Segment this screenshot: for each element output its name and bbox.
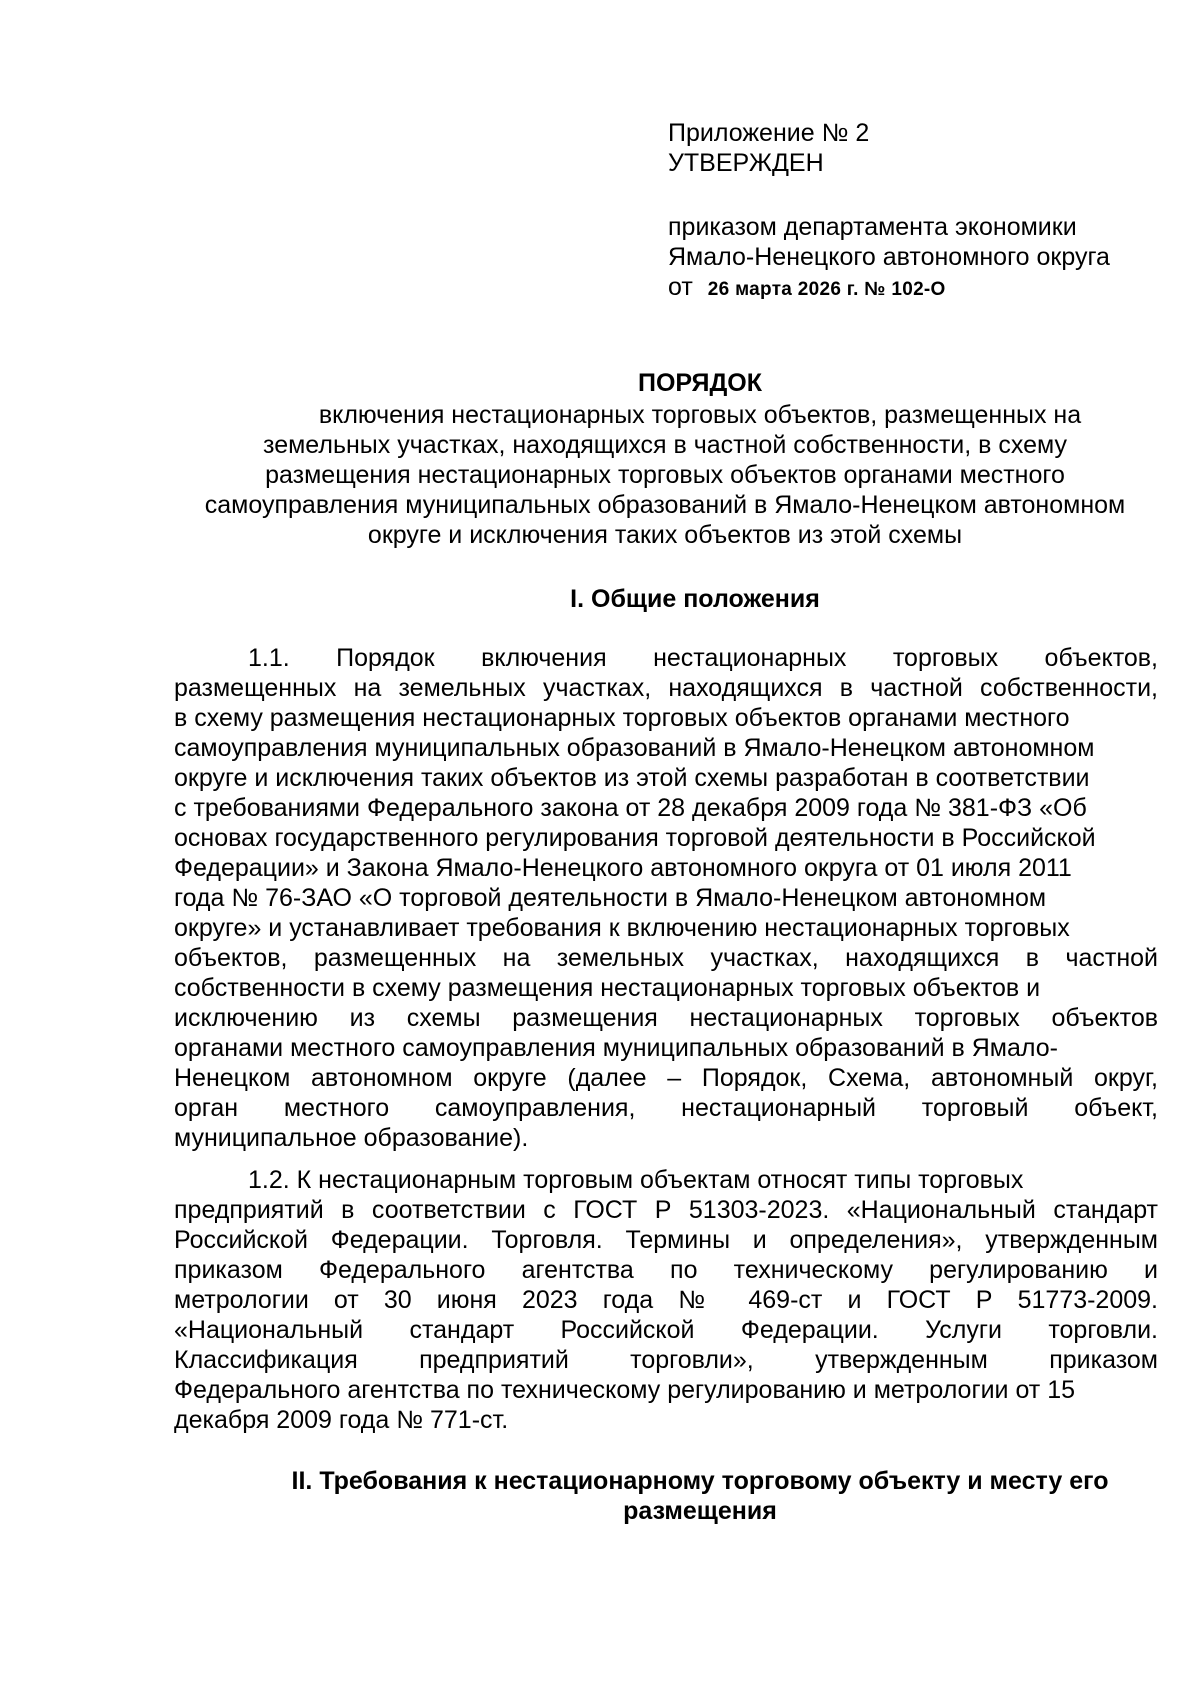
paragraph-line: округе» и устанавливает требования к включению нестационарных торговых [174, 914, 1070, 942]
subtitle-line: размещения нестационарных торговых объектов органами местного [265, 461, 1065, 489]
section-2-heading [250, 1466, 1150, 1526]
paragraph-line: предприятий в соответствии с ГОСТ Р 51303-2023. «Национальный стандарт [174, 1196, 1158, 1224]
section-2-heading-line-1: II. Требования к нестационарному торговому объекту и месту его [291, 1467, 1109, 1495]
date-stamp: 26 марта 2026 г. № 102-О [707, 279, 946, 300]
paragraph-line: Классификация предприятий торговли», утвержденным приказом [174, 1346, 1158, 1374]
subtitle-line: включения нестационарных торговых объектов, размещенных на [318, 401, 1082, 429]
paragraph-1-1 [174, 643, 1158, 1153]
paragraph-line: Ненецком автономном округе (далее – Порядок, Схема, автономный округ, [174, 1064, 1158, 1092]
paragraph-line: самоуправления муниципальных образований в Ямало-Ненецком автономном [174, 734, 1095, 762]
paragraph-line: Российской Федерации. Торговля. Термины и определения», утвержденным [174, 1226, 1158, 1254]
paragraph-line: Федерального агентства по техническому регулированию и метрологии от 15 [174, 1376, 1076, 1404]
document-title: ПОРЯДОК [638, 369, 762, 397]
order-line-2: Ямало-Ненецкого автономного округа [668, 243, 1110, 271]
paragraph-line: с требованиями Федерального закона от 28 декабря 2009 года № 381-ФЗ «Об [174, 794, 1087, 822]
subtitle-line: округе и исключения таких объектов из этой схемы [367, 521, 963, 549]
appendix-label: Приложение № 2 [668, 119, 870, 147]
paragraph-line: округе и исключения таких объектов из этой схемы разработан в соответствии [174, 764, 1090, 792]
paragraph-line: 1.1. Порядок включения нестационарных торговых объектов, [248, 644, 1158, 672]
paragraph-1-2 [174, 1165, 1158, 1435]
paragraph-line: муниципальное образование). [174, 1124, 529, 1152]
subtitle-line: земельных участках, находящихся в частной собственности, в схему [263, 431, 1067, 459]
paragraph-line: метрологии от 30 июня 2023 года № 469-ст и ГОСТ Р 51773-2009. [174, 1286, 1158, 1314]
section-2-heading-line-2: размещения [623, 1497, 777, 1525]
paragraph-line: декабря 2009 года № 771-ст. [174, 1406, 509, 1434]
paragraph-line: 1.2. К нестационарным торговым объектам относят типы торговых [248, 1166, 1024, 1194]
paragraph-line: собственности в схему размещения нестационарных торговых объектов и [174, 974, 1041, 1002]
section-1-heading: I. Общие положения [570, 585, 820, 613]
paragraph-line: размещенных на земельных участках, находящихся в частной собственности, [174, 674, 1158, 702]
paragraph-line: в схему размещения нестационарных торговых объектов органами местного [174, 704, 1070, 732]
paragraph-line: года № 76-ЗАО «О торговой деятельности в Ямало-Ненецком автономном [174, 884, 1047, 912]
paragraph-line: органами местного самоуправления муниципальных образований в Ямало- [174, 1034, 1058, 1062]
document-subtitle [170, 400, 1160, 550]
paragraph-line: исключению из схемы размещения нестационарных торговых объектов [174, 1004, 1158, 1032]
order-date-line [668, 272, 1168, 305]
date-prefix: от [668, 273, 693, 301]
subtitle-line: самоуправления муниципальных образований в Ямало-Ненецком автономном [204, 491, 1126, 519]
paragraph-line: «Национальный стандарт Российской Федерации. Услуги торговли. [174, 1316, 1158, 1344]
approved-label: УТВЕРЖДЕН [668, 149, 824, 177]
order-line-1: приказом департамента экономики [668, 213, 1077, 241]
paragraph-line: орган местного самоуправления, нестационарный торговый объект, [174, 1094, 1158, 1122]
paragraph-line: объектов, размещенных на земельных участках, находящихся в частной [174, 944, 1158, 972]
paragraph-line: основах государственного регулирования торговой деятельности в Российской [174, 824, 1096, 852]
paragraph-line: приказом Федерального агентства по техническому регулированию и [174, 1256, 1158, 1284]
approval-header [668, 118, 1168, 305]
paragraph-line: Федерации» и Закона Ямало-Ненецкого автономного округа от 01 июля 2011 [174, 854, 1072, 882]
